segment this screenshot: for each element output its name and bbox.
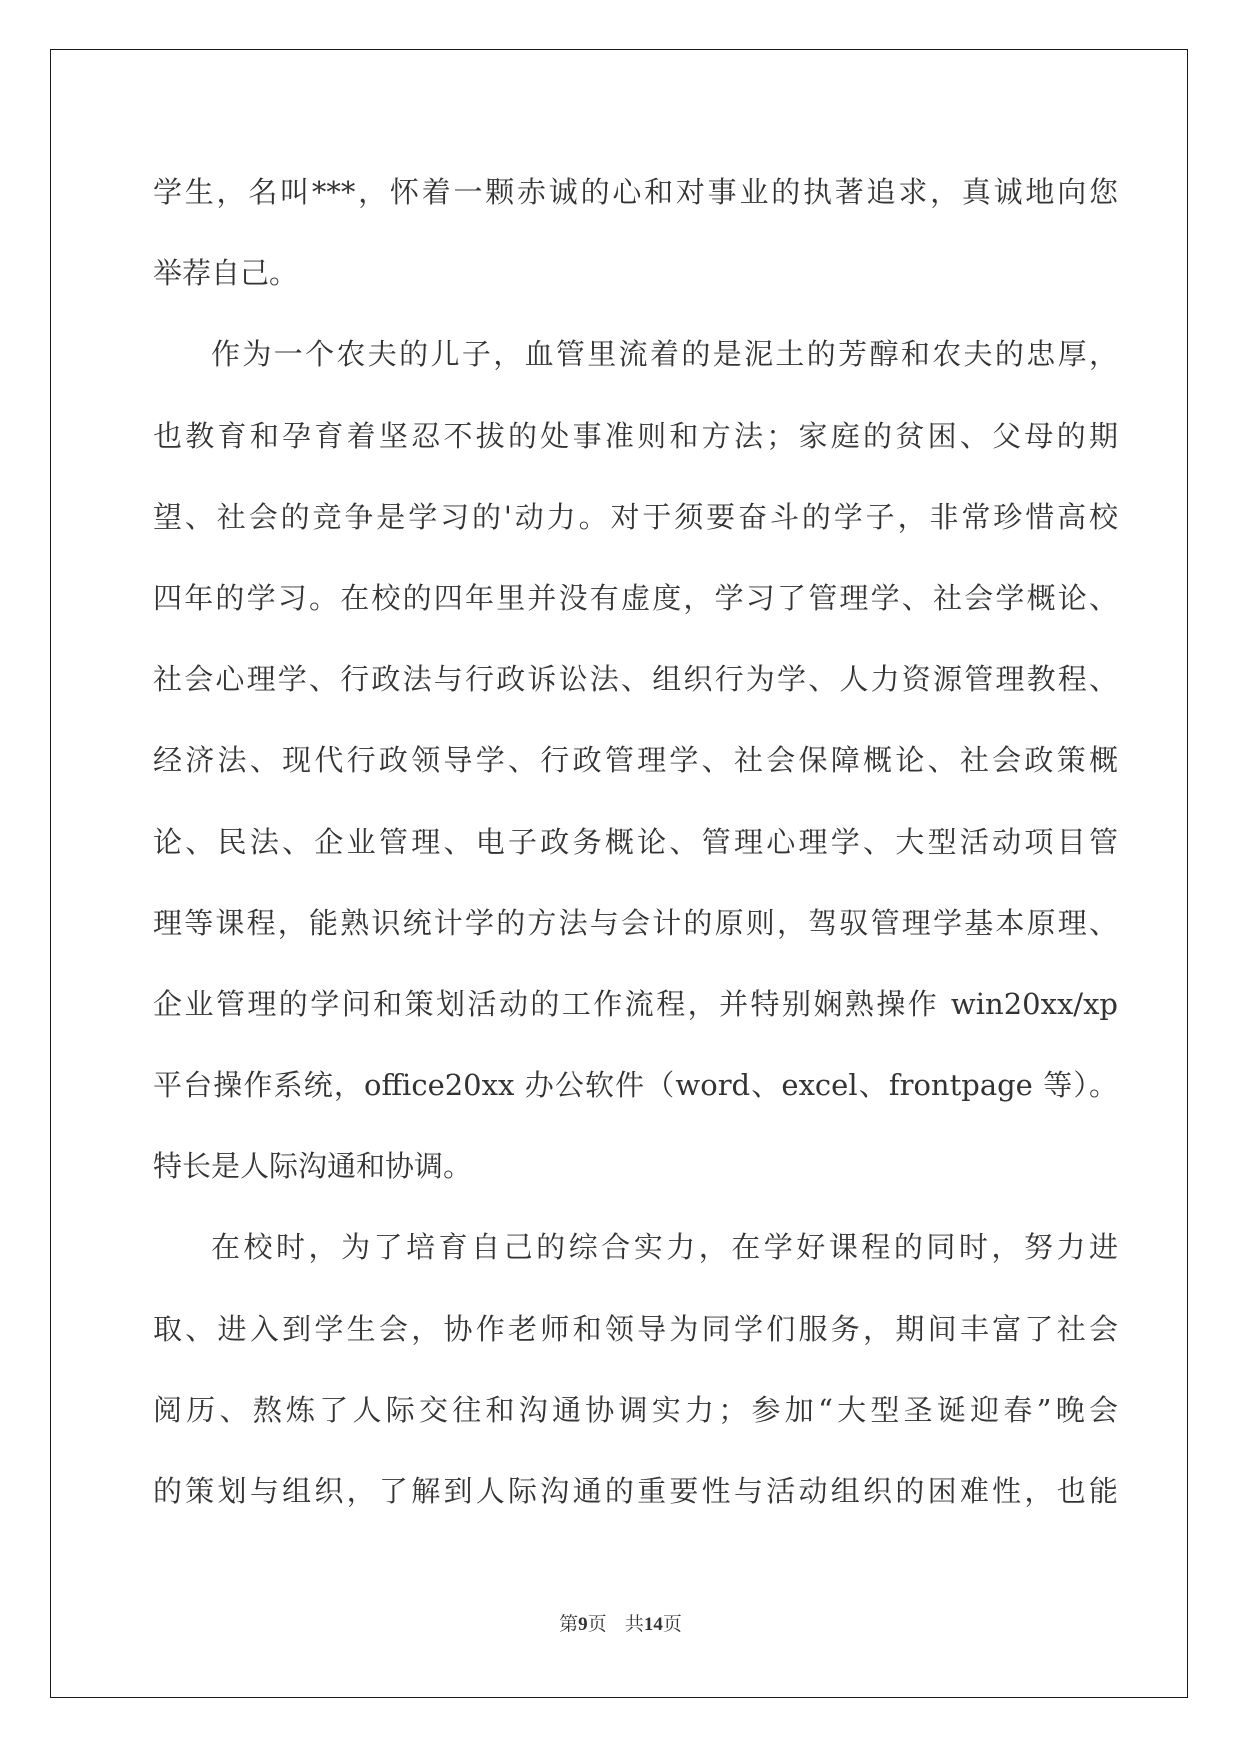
document-body [153, 152, 1118, 1532]
text-line: 也教育和孕育着坚忍不拔的处事准则和方法；家庭的贫困、父母的期 [153, 418, 1118, 453]
total-pages-number: 14 [643, 1614, 663, 1635]
text-line: 望、社会的竞争是学习的'动力。对于须要奋斗的学子，非常珍惜高校 [153, 499, 1118, 534]
text-line: 经济法、现代行政领导学、行政管理学、社会保障概论、社会政策概 [153, 743, 1118, 778]
text-line: 学生，名叫***，怀着一颗赤诚的心和对事业的执著追求，真诚地向您 [153, 175, 1118, 209]
text-line: 特长是人际沟通和协调。 [153, 1149, 473, 1184]
text-line: 四年的学习。在校的四年里并没有虚度，学习了管理学、社会学概论、 [153, 580, 1118, 615]
text-line: 社会心理学、行政法与行政诉讼法、组织行为学、人力资源管理教程、 [153, 662, 1118, 697]
total-label-suffix: 页 [662, 1613, 682, 1635]
total-label-prefix: 共 [624, 1613, 644, 1635]
page-label-suffix: 页 [587, 1613, 607, 1635]
paragraph-first-line: 在校时，为了培育自己的综合实力，在学好课程的同时，努力进 [211, 1230, 1118, 1265]
text-line: 平台操作系统，office20xx 办公软件（word、excel、frontpage 等）。 [153, 1068, 1118, 1103]
page-number-footer [0, 1609, 1241, 1636]
text-line: 论、民法、企业管理、电子政务概论、管理心理学、大型活动项目管 [153, 824, 1118, 859]
page-label-prefix: 第 [559, 1613, 579, 1635]
text-line: 企业管理的学问和策划活动的工作流程，并特别娴熟操作 win20xx/xp [153, 986, 1118, 1021]
current-page-number: 9 [578, 1614, 588, 1635]
paragraph-first-line: 作为一个农夫的儿子，血管里流着的是泥土的芳醇和农夫的忠厚， [211, 337, 1118, 372]
text-line: 的策划与组织，了解到人际沟通的重要性与活动组织的困难性，也能 [153, 1474, 1118, 1508]
text-line: 理等课程，能熟识统计学的方法与会计的原则，驾驭管理学基本原理、 [153, 905, 1118, 940]
text-line: 阅历、熬炼了人际交往和沟通协调实力；参加“大型圣诞迎春”晚会 [153, 1392, 1118, 1427]
text-line: 取、进入到学生会，协作老师和领导为同学们服务，期间丰富了社会 [153, 1311, 1118, 1346]
text-line: 举荐自己。 [153, 256, 299, 291]
